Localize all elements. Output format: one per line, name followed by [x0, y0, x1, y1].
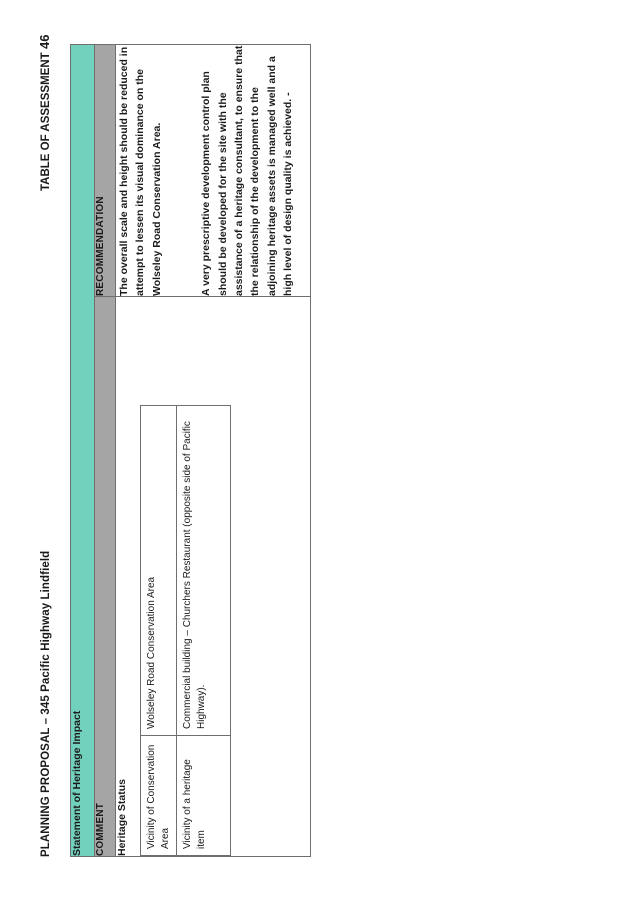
- table-header-row: [95, 44, 116, 856]
- recommendation-paragraph: A very prescriptive development control plan should be developed for the site with the assistance of a heritage consultant, to ensure that the relationship of the development to the adjoining heritage assets is managed well and a high level of design quality is achieved. -: [200, 45, 295, 296]
- heritage-status-label: Heritage Status: [116, 778, 128, 856]
- recommendation-column-header: RECOMMENDATION: [95, 44, 116, 296]
- recommendation-paragraph: The overall scale and height should be reduced in attempt to lessen its visual dominance on the Wolseley Road Conservation Area.: [118, 46, 163, 296]
- table-title-row: [71, 44, 95, 856]
- heritage-impact-table: [70, 44, 311, 857]
- heritage-status-table: [140, 405, 231, 856]
- status-label: Vicinity of Conservation Area: [141, 736, 177, 856]
- status-value: Wolseley Road Conservation Area: [141, 406, 177, 736]
- page-number: 46: [37, 34, 52, 49]
- table-row: [177, 406, 231, 856]
- comment-cell: [116, 297, 311, 857]
- document-title: PLANNING PROPOSAL – 345 Pacific Highway Lindfield: [40, 550, 52, 857]
- section-title: TABLE OF ASSESSMENT: [40, 52, 52, 191]
- table-title: Statement of Heritage Impact: [71, 44, 95, 856]
- status-label: Vicinity of a heritage item: [177, 736, 231, 856]
- recommendation-cell: [116, 44, 311, 296]
- comment-column-header: COMMENT: [95, 297, 116, 857]
- status-value: Commercial building – Churchers Restaurant (opposite side of Pacific Highway).: [177, 406, 231, 736]
- table-body-row: [116, 44, 311, 856]
- table-row: [141, 406, 177, 856]
